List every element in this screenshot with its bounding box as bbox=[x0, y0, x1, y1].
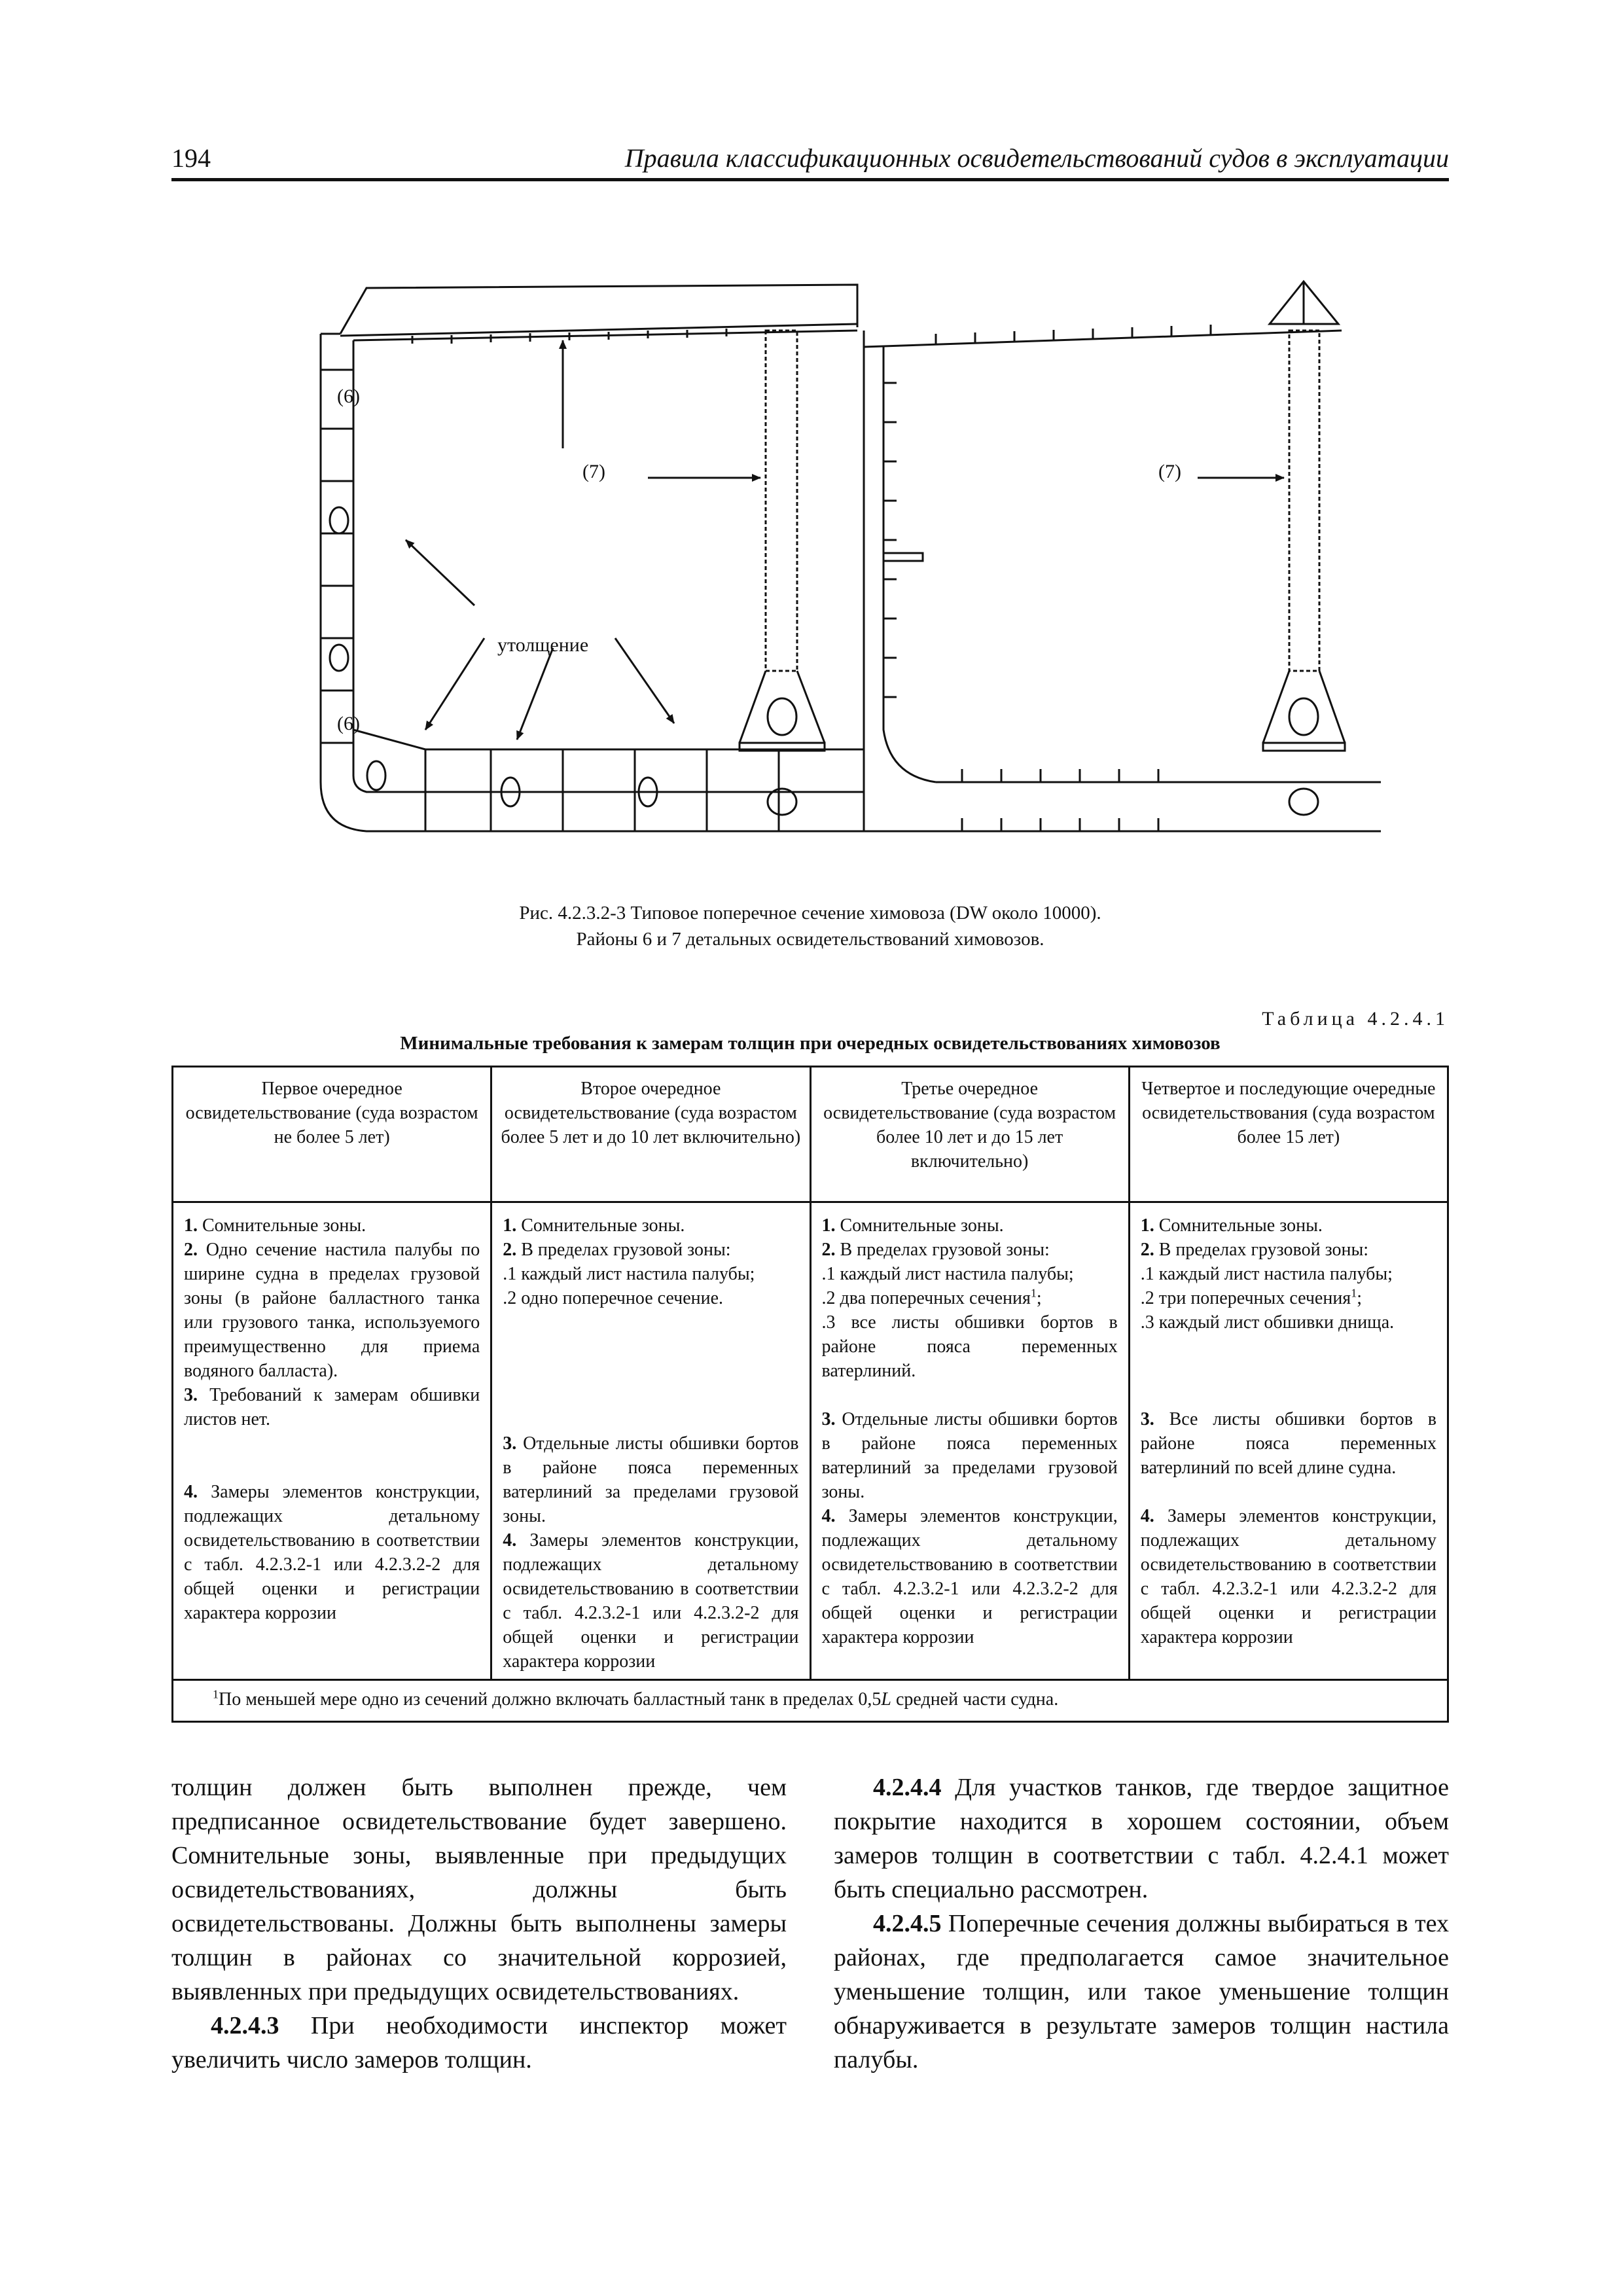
table-footnote-row bbox=[173, 1680, 1448, 1722]
page-header bbox=[171, 143, 1449, 182]
req-subitem: .1 каждый лист настила палубы; bbox=[503, 1264, 755, 1284]
req-item: 1. Сомнительные зоны. bbox=[821, 1215, 1004, 1236]
header-cell: Третье очередное освидетельствование (суда возрастом более 10 лет и до 15 лет включительно) bbox=[810, 1067, 1129, 1202]
header-cell: Четвертое и последующие очередные освидетельствования (суда возрастом более 15 лет) bbox=[1129, 1067, 1448, 1202]
label-zone7-left: (7) bbox=[582, 461, 605, 482]
req-item: 4. Замеры элементов конструкции, подлежащих детальному освидетельствованию в соответствии с табл. 4.2.3.2-1 или 4.2.3.2-2 для общей оценки и регистрации характера коррозии bbox=[503, 1530, 799, 1672]
req-subitem: .1 каждый лист настила палубы; bbox=[821, 1264, 1074, 1284]
cross-section-drawing bbox=[308, 259, 1381, 848]
column-third-survey bbox=[810, 1202, 1129, 1680]
req-item: 4. Замеры элементов конструкции, подлежащих детальному освидетельствованию в соответствии с табл. 4.2.3.2-1 или 4.2.3.2-2 для общей оценки и регистрации характера коррозии bbox=[821, 1506, 1118, 1647]
column-fourth-survey bbox=[1129, 1202, 1448, 1680]
text-column-right bbox=[834, 1770, 1449, 2077]
req-subitem: .3 все листы обшивки бортов в районе пояса переменных ватерлиний. bbox=[821, 1312, 1118, 1381]
header-cell: Второе очередное освидетельствование (суда возрастом более 5 лет и до 10 лет включительно) bbox=[491, 1067, 810, 1202]
req-subitem: .1 каждый лист настила палубы; bbox=[1140, 1264, 1393, 1284]
req-item: 3. Все листы обшивки бортов в районе пояса переменных ватерлиний по всей длине судна. bbox=[1140, 1409, 1437, 1478]
running-title: Правила классификационных освидетельствований судов в эксплуатации bbox=[624, 143, 1449, 173]
callout-arrows bbox=[406, 340, 1284, 740]
req-item: 1. Сомнительные зоны. bbox=[184, 1215, 366, 1236]
req-subitem: .3 каждый лист обшивки днища. bbox=[1140, 1312, 1395, 1333]
figure-caption bbox=[171, 900, 1449, 952]
table-footnote: $^1$По меньшей мере одно из сечений должно включать балластный танк в пределах 0,5L средней части судна. bbox=[173, 1680, 1448, 1722]
right-half-section bbox=[864, 281, 1381, 831]
req-item: 1. Сомнительные зоны. bbox=[503, 1215, 685, 1236]
text-column-left bbox=[171, 1770, 787, 2077]
column-second-survey bbox=[491, 1202, 810, 1680]
paragraph: 4.2.4.5 Поперечные сечения должны выбираться в тех районах, где предполагается самое значительное уменьшение толщин, или такое уменьшение толщин обнаруживается в результате замеров толщин настила палубы. bbox=[834, 1910, 1449, 2073]
label-zone7-right: (7) bbox=[1158, 461, 1181, 482]
body-text bbox=[171, 1770, 1449, 2111]
req-item: 2. Одно сечение настила палубы по ширине судна в пределах грузовой зоны (в районе балластного танка или грузового танка, используемого преимущественно для приема водяного балласта). bbox=[184, 1240, 480, 1381]
table-title: Минимальные требования к замерам толщин при очередных освидетельствованиях химовозов bbox=[400, 1033, 1221, 1054]
header-rule bbox=[171, 178, 1449, 181]
req-item: 2. В пределах грузовой зоны: bbox=[821, 1240, 1050, 1260]
paragraph: 4.2.4.4 Для участков танков, где твердое защитное покрытие находится в хорошем состоянии, объем замеров толщин в соответствии с табл. 4.2.4.1 может быть специально рассмотрен. bbox=[834, 1774, 1449, 1903]
label-zone6-top: (6) bbox=[337, 386, 360, 407]
table-body-row bbox=[173, 1202, 1448, 1680]
req-subitem: .2 три поперечных сечения$^1$; bbox=[1140, 1286, 1362, 1308]
req-item: 3. Требований к замерам обшивки листов нет. bbox=[184, 1385, 480, 1429]
req-item: 2. В пределах грузовой зоны: bbox=[1140, 1240, 1369, 1260]
req-item: 4. Замеры элементов конструкции, подлежащих детальному освидетельствованию в соответствии с табл. 4.2.3.2-1 или 4.2.3.2-2 для общей оценки и регистрации характера коррозии bbox=[184, 1482, 480, 1623]
label-zone6-bottom: (6) bbox=[337, 713, 360, 734]
paragraph: толщин должен быть выполнен прежде, чем предписанное освидетельствование будет завершено. Сомнительные зоны, выявленные при предыдущих освидетельствованиях, должны быть освидетельствованы. Должны быть выполнены замеры толщин в районах со значительной коррозией, выявленных при предыдущих освидетельствованиях. bbox=[171, 1774, 787, 2005]
page-number: 194 bbox=[171, 143, 211, 173]
req-item: 1. Сомнительные зоны. bbox=[1140, 1215, 1323, 1236]
req-item: 4. Замеры элементов конструкции, подлежащих детальному освидетельствованию в соответствии с табл. 4.2.3.2-1 или 4.2.3.2-2 для общей оценки и регистрации характера коррозии bbox=[1140, 1506, 1437, 1647]
req-item: 3. Отдельные листы обшивки бортов в районе пояса переменных ватерлиний за пределами грузовой зоны. bbox=[821, 1409, 1118, 1502]
requirements-table bbox=[171, 1066, 1449, 1723]
figure-midship-section bbox=[308, 259, 1381, 848]
table-label: Таблица 4.2.4.1 bbox=[1262, 1008, 1449, 1030]
req-item: 2. В пределах грузовой зоны: bbox=[503, 1240, 731, 1260]
left-half-section bbox=[321, 285, 864, 831]
req-subitem: .2 одно поперечное сечение. bbox=[503, 1288, 724, 1308]
table-header-row bbox=[173, 1067, 1448, 1202]
req-item: 3. Отдельные листы обшивки бортов в районе пояса переменных ватерлиний за пределами грузовой зоны. bbox=[503, 1433, 799, 1526]
paragraph: 4.2.4.3 При необходимости инспектор может увеличить число замеров толщин. bbox=[171, 2012, 787, 2073]
caption-line-1: Рис. 4.2.3.2-3 Типовое поперечное сечение химовоза (DW около 10000). bbox=[519, 903, 1101, 924]
caption-line-2: Районы 6 и 7 детальных освидетельствований химовозов. bbox=[576, 929, 1044, 950]
header-cell: Первое очередное освидетельствование (суда возрастом не более 5 лет) bbox=[173, 1067, 491, 1202]
req-subitem: .2 два поперечных сечения$^1$; bbox=[821, 1286, 1042, 1308]
column-first-survey bbox=[173, 1202, 491, 1680]
label-thickening: утолщение bbox=[497, 634, 589, 656]
